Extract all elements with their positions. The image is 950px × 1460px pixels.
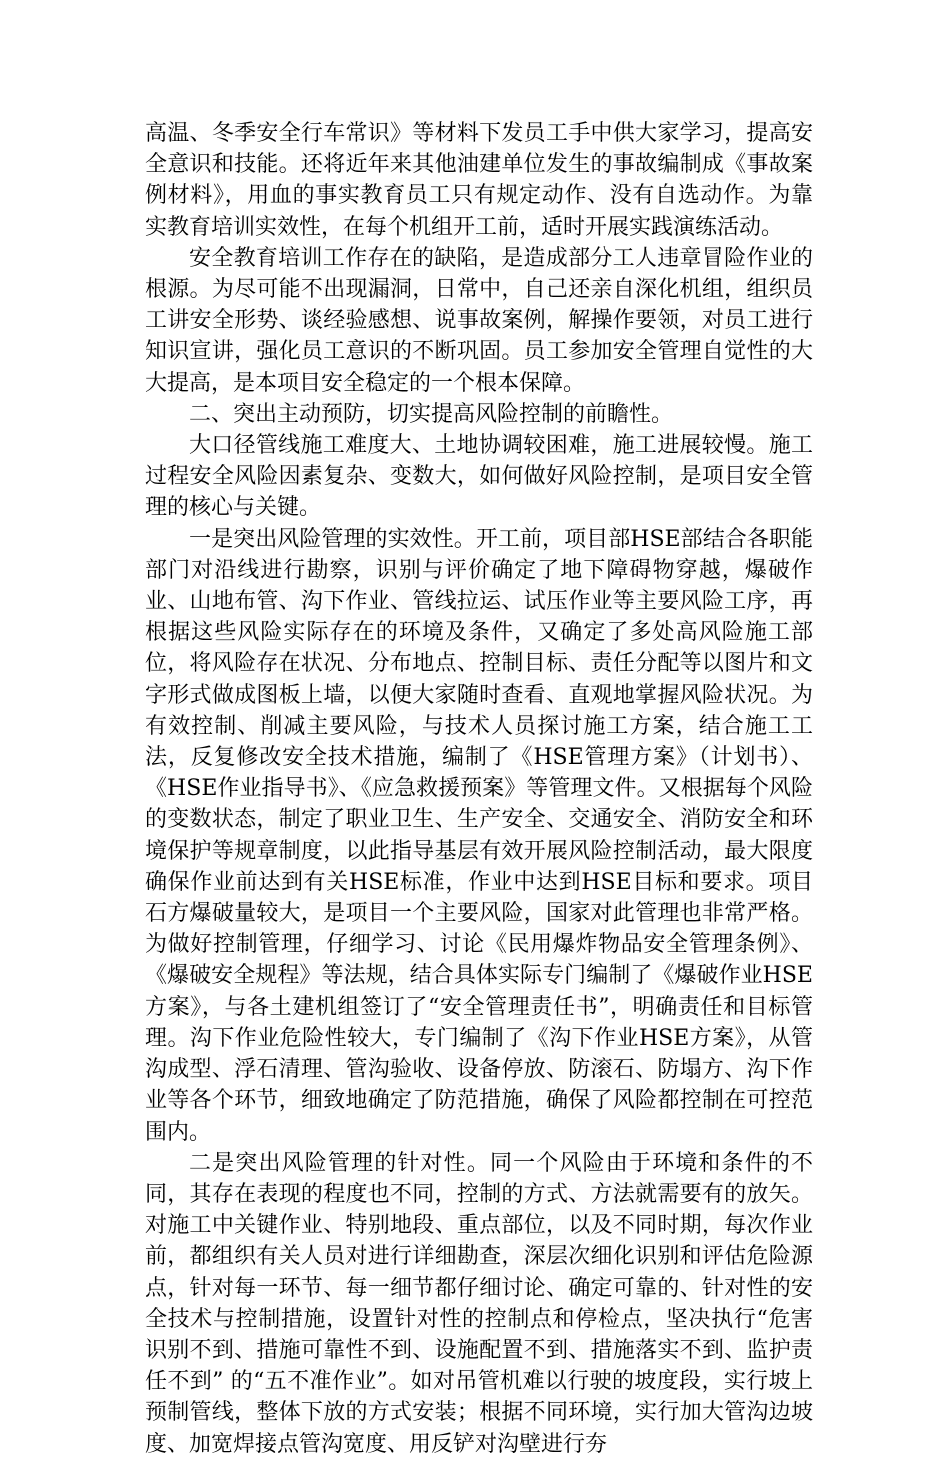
paragraph-2: 安全教育培训工作存在的缺陷，是造成部分工人违章冒险作业的根源。为尽可能不出现漏洞，日常中，自己还亲自深化机组，组织员工讲安全形势、谈经验感想、说事故案例，解操作要领，对员工进行知识宣讲，强化员工意识的不断巩固。员工参加安全管理自觉性的大大提高，是本项目安全稳定的一个根本保障。	[145, 245, 813, 396]
document-page	[145, 118, 813, 1460]
paragraph-5: 二是突出风险管理的针对性。同一个风险由于环境和条件的不同，其存在表现的程度也不同，控制的方式、方法就需要有的放矢。对施工中关键作业、特别地段、重点部位，以及不同时期，每次作业前，都组织有关人员对进行详细勘查，深层次细化识别和评估危险源点，针对每一环节、每一细节都仔细讨论、确定可靠的、针对性的安全技术与控制措施，设置针对性的控制点和停检点，坚决执行“危害识别不到、措施可靠性不到、设施配置不到、措施落实不到、监护责任不到” 的“五不准作业”。如对吊管机难以行驶的坡度段，实行坡上预制管线，整体下放的方式安装；根据不同环境，实行加大管沟边坡度、加宽焊接点管沟宽度、用反铲对沟壁进行夯	[145, 1150, 813, 1457]
paragraph-3: 大口径管线施工难度大、土地协调较困难，施工进展较慢。施工过程安全风险因素复杂、变数大，如何做好风险控制，是项目安全管理的核心与关键。	[145, 433, 813, 521]
paragraph-4: 一是突出风险管理的实效性。开工前，项目部HSE部结合各职能部门对沿线进行勘察，识别与评价确定了地下障碍物穿越，爆破作业、山地布管、沟下作业、管线拉运、试压作业等主要风险工序，再根据这些风险实际存在的环境及条件，又确定了多处高风险施工部位，将风险存在状况、分布地点、控制目标、责任分配等以图片和文字形式做成图板上墙，以便大家随时查看、直观地掌握风险状况。为有效控制、削减主要风险，与技术人员探讨施工方案，结合施工工法，反复修改安全技术措施，编制了《HSE管理方案》（计划书）、《HSE作业指导书》、《应急救援预案》等管理文件。又根据每个风险的变数状态，制定了职业卫生、生产安全、交通安全、消防安全和环境保护等规章制度，以此指导基层有效开展风险控制活动，最大限度确保作业前达到有关HSE标准，作业中达到HSE目标和要求。项目石方爆破量较大，是项目一个主要风险，国家对此管理也非常严格。为做好控制管理，仔细学习、讨论《民用爆炸物品安全管理条例》、《爆破安全规程》等法规，结合具体实际专门编制了《爆破作业HSE方案》，与各土建机组签订了“安全管理责任书”，明确责任和目标管理。沟下作业危险性较大，专门编制了《沟下作业HSE方案》，从管沟成型、浮石清理、管沟验收、设备停放、防滚石、防塌方、沟下作业等各个环节，细致地确定了防范措施，确保了风险都控制在可控范围内。	[145, 526, 813, 1145]
paragraph-1: 高温、冬季安全行车常识》等材料下发员工手中供大家学习，提高安全意识和技能。还将近年来其他油建单位发生的事故编制成《事故案例材料》，用血的事实教育员工只有规定动作、没有自选动作。为靠实教育培训实效性，在每个机组开工前，适时开展实践演练活动。	[145, 121, 813, 240]
section-heading: 二、突出主动预防，切实提高风险控制的前瞻性。	[189, 401, 674, 427]
